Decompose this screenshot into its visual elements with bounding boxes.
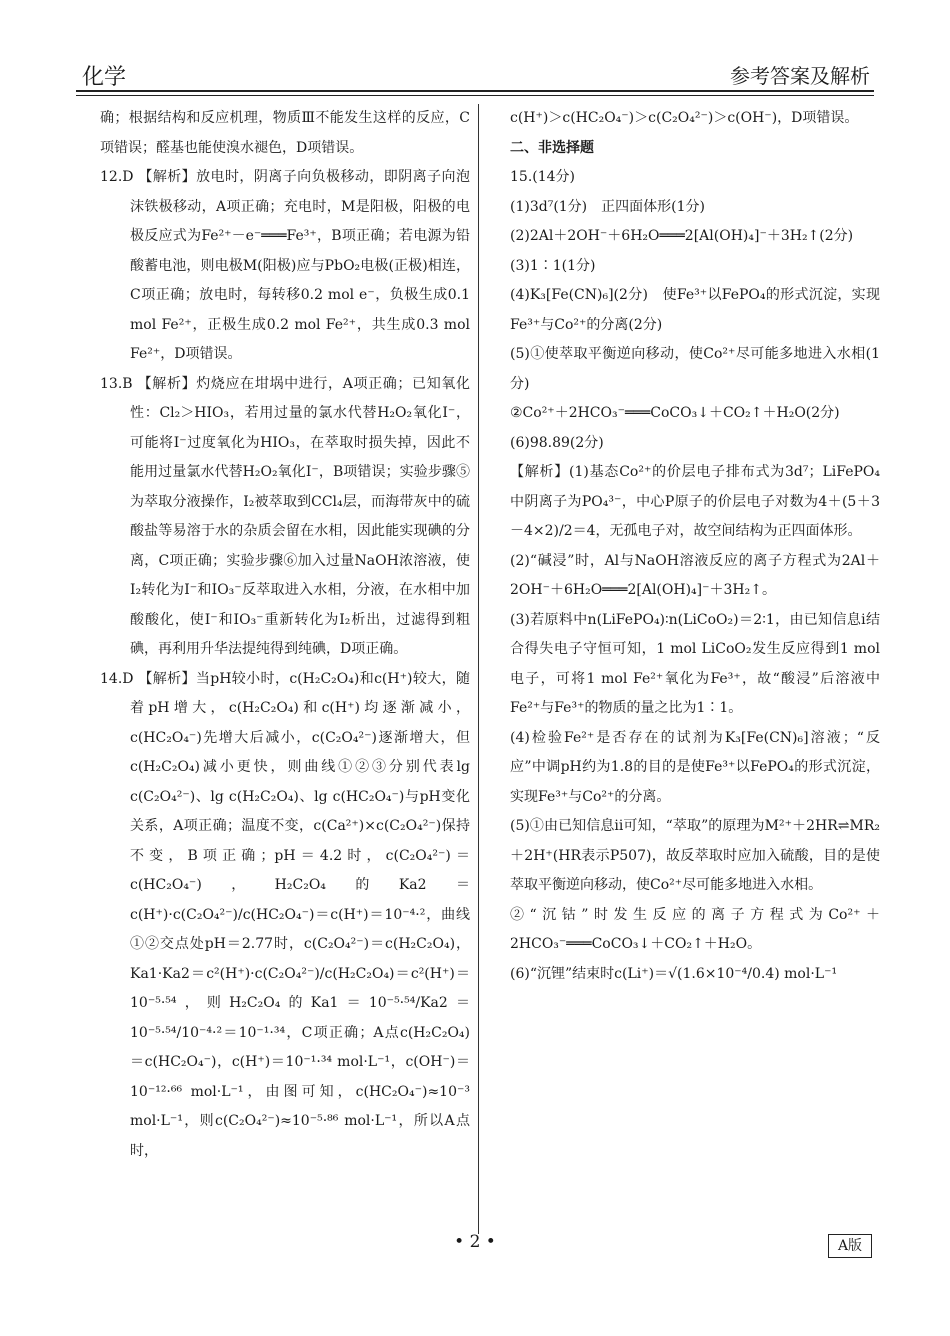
answer-15-part5-2: ②Co²⁺＋2HCO₃⁻═══CoCO₃↓＋CO₂↑＋H₂O(2分) — [510, 405, 840, 421]
explanation-15-part3: (3)若原料中n(LiFePO₄)∶n(LiCoO₂)＝2∶1，由已知信息ⅰ结合得失电子守恒可知，1 mol LiCoO₂发生反应得到1 mol电子，可将1 mol Fe²⁺氧化为Fe³⁺，故“酸浸”后溶液中Fe²⁺与Fe³⁺的物质的量之比为1∶1。 — [510, 611, 880, 716]
question-15-heading: 15.(14分) — [510, 169, 576, 185]
left-column — [100, 104, 470, 1166]
header-rule-thick — [76, 90, 874, 92]
version-badge: A版 — [828, 1234, 872, 1258]
answer-15-part5-1: (5)①使萃取平衡逆向移动，使Co²⁺尽可能多地进入水相(1分) — [510, 346, 880, 392]
page-header — [76, 56, 874, 92]
explanation-15-part5-2: ②“沉钴”时发生反应的离子方程式为Co²⁺＋2HCO₃⁻═══CoCO₃↓＋CO₂↑＋H₂O。 — [510, 906, 880, 952]
explanation-15-part4: (4)检验Fe²⁺是否存在的试剂为K₃[Fe(CN)₆]溶液；“反应”中调pH约为1.8的目的是使Fe³⁺以FePO₄的形式沉淀，实现Fe³⁺与Co²⁺的分离。 — [510, 729, 880, 805]
answer-15-part3: (3)1∶1(1分) — [510, 257, 596, 274]
explanation-15-part2: (2)“碱浸”时，Al与NaOH溶液反应的离子方程式为2Al＋2OH⁻＋6H₂O═══2[Al(OH)₄]⁻＋3H₂↑。 — [510, 552, 880, 598]
answer-15-part6: (6)98.89(2分) — [510, 434, 604, 451]
paragraph-q11-continuation: 确；根据结构和反应机理，物质Ⅲ不能发生这样的反应，C项错误；醛基也能使溴水褪色，D项错误。 — [100, 110, 470, 156]
answer-q14: 14.D 【解析】当pH较小时，c(H₂C₂O₄)和c(H⁺)较大，随着pH增大，c(H₂C₂O₄)和c(H⁺)均逐渐减小，c(HC₂O₄⁻)先增大后减小，c(C₂O₄²⁻)逐渐增大，但c(H₂C₂O₄)减小更快，则曲线①②③分别代表lg c(C₂O₄²⁻)、lg c(H₂C₂O₄)、lg c(HC₂O₄⁻)与pH变化关系，A项正确；温度不变，c(Ca²⁺)×c(C₂O₄²⁻)保持不变，B项正确；pH＝4.2时，c(C₂O₄²⁻)＝c(HC₂O₄⁻)，H₂C₂O₄的Ka2＝c(H⁺)·c(C₂O₄²⁻)/c(HC₂O₄⁻)＝c(H⁺)＝10⁻⁴·²，曲线①②交点处pH＝2.77时，c(C₂O₄²⁻)＝c(H₂C₂O₄)，Ka1·Ka2＝c²(H⁺)·c(C₂O₄²⁻)/c(H₂C₂O₄)＝c²(H⁺)＝10⁻⁵·⁵⁴，则H₂C₂O₄的Ka1＝10⁻⁵·⁵⁴/Ka2＝10⁻⁵·⁵⁴/10⁻⁴·²＝10⁻¹·³⁴，C项正确；A点c(H₂C₂O₄)＝c(HC₂O₄⁻)，c(H⁺)＝10⁻¹·³⁴ mol·L⁻¹，c(OH⁻)＝10⁻¹²·⁶⁶ mol·L⁻¹，由图可知，c(HC₂O₄⁻)≈10⁻³ mol·L⁻¹，则c(C₂O₄²⁻)≈10⁻⁵·⁸⁶ mol·L⁻¹，所以A点时， — [100, 670, 470, 1159]
right-column — [510, 104, 880, 989]
document-title: 参考答案及解析 — [730, 64, 870, 88]
subject-title: 化学 — [82, 65, 127, 90]
column-divider — [478, 104, 479, 1234]
explanation-15-part1: 【解析】(1)基态Co²⁺的价层电子排布式为3d⁷；LiFePO₄中阴离子为PO₄³⁻，中心P原子的价层电子对数为4＋(5＋3－4×2)/2＝4，无孤电子对，故空间结构为正四面体形。 — [510, 464, 880, 539]
answer-15-part4: (4)K₃[Fe(CN)₆](2分) 使Fe³⁺以FePO₄的形式沉淀，实现Fe³⁺与Co²⁺的分离(2分) — [510, 287, 880, 333]
answer-q12: 12.D 【解析】放电时，阴离子向负极移动，即阴离子向泡沫铁极移动，A项正确；充电时，M是阳极，阳极的电极反应式为Fe²⁺－e⁻═══Fe³⁺，B项正确；若电源为铅酸蓄电池，则电极M(阳极)应与PbO₂电极(正极)相连，C项正确；放电时，每转移0.2 mol e⁻，负极生成0.1 mol Fe²⁺，正极生成0.2 mol Fe²⁺，共生成0.3 mol Fe²⁺，D项错误。 — [100, 169, 470, 362]
paragraph-q14-continuation: c(H⁺)＞c(HC₂O₄⁻)＞c(C₂O₄²⁻)＞c(OH⁻)，D项错误。 — [510, 110, 859, 126]
explanation-15-part5-1: (5)①由已知信息ⅱ可知，“萃取”的原理为M²⁺＋2HR⇌MR₂＋2H⁺(HR表示P507)，故反萃取时应加入硫酸，目的是使萃取平衡逆向移动，使Co²⁺尽可能多地进入水相。 — [510, 818, 880, 893]
answer-q13: 13.B 【解析】灼烧应在坩埚中进行，A项正确；已知氧化性：Cl₂＞HIO₃，若用过量的氯水代替H₂O₂氧化I⁻，可能将I⁻过度氧化为HIO₃，在萃取时损失掉，因此不能用过量氯水代替H₂O₂氧化I⁻，B项错误；实验步骤⑤为萃取分液操作，I₂被萃取到CCl₄层，而海带灰中的硫酸盐等易溶于水的杂质会留在水相，因此能实现碘的分离，C项正确；实验步骤⑥加入过量NaOH浓溶液，使I₂转化为I⁻和IO₃⁻反萃取进入水相，分液，在水相中加酸酸化，使I⁻和IO₃⁻重新转化为I₂析出，过滤得到粗碘，再利用升华法提纯得到纯碘，D项正确。 — [100, 375, 470, 657]
header-rule-thin — [76, 95, 874, 96]
answer-15-part1: (1)3d⁷(1分) 正四面体形(1分) — [510, 198, 705, 215]
explanation-15-part6: (6)“沉锂”结束时c(Li⁺)＝√(1.6×10⁻⁴/0.4) mol·L⁻¹ — [510, 965, 838, 982]
section-heading-nonchoice: 二、非选择题 — [510, 139, 594, 156]
page-number: • 2 • — [454, 1232, 496, 1252]
answer-15-part2: (2)2Al＋2OH⁻＋6H₂O═══2[Al(OH)₄]⁻＋3H₂↑(2分) — [510, 228, 854, 244]
